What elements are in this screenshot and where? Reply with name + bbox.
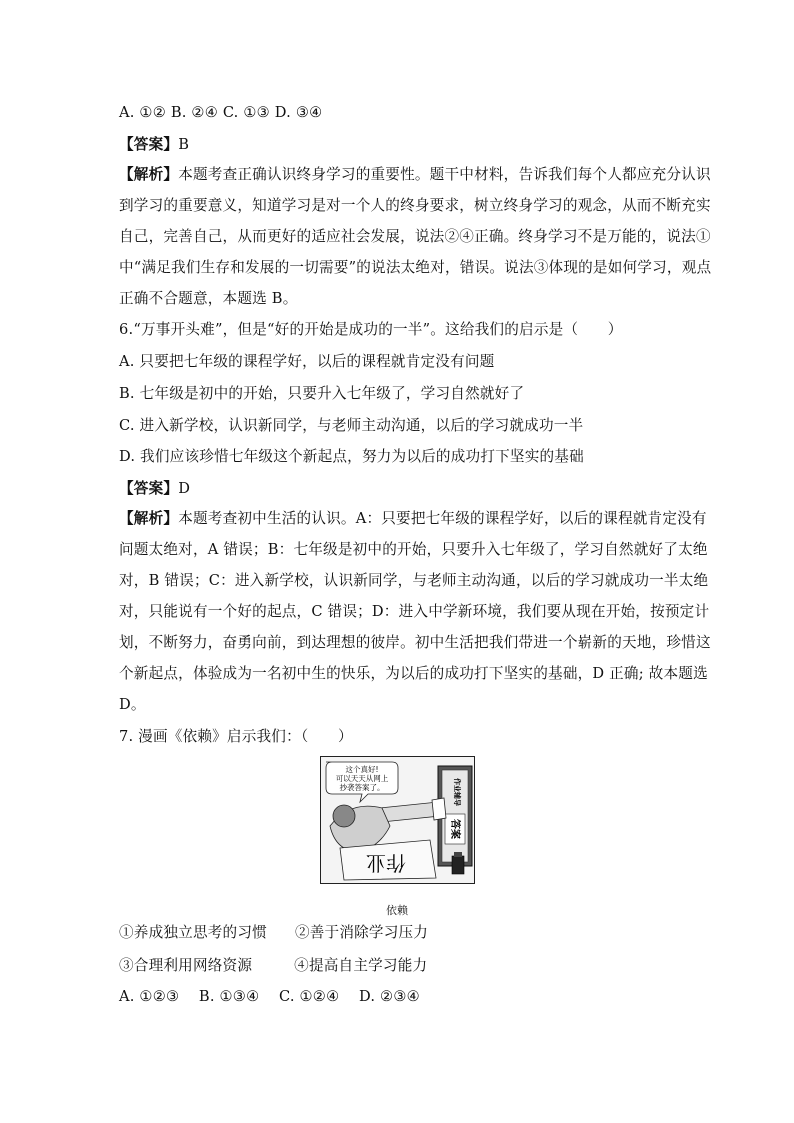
q6-analysis-line-1	[119, 509, 707, 529]
q5-analysis-line-4: 中“满足我们生存和发展的一切需要”的说法太绝对，错误。说法③体现的是如何学习，观点	[119, 259, 712, 276]
analysis-tag: 【解析】	[119, 510, 179, 527]
answer-value: D	[178, 480, 191, 497]
q5-analysis-line-1	[119, 165, 711, 185]
q5-analysis-line-5: 正确不合题意，本题选 B。	[119, 290, 298, 307]
analysis-text: 本题考查初中生活的认识。A：只要把七年级的课程学好，以后的课程就肯定没有	[178, 510, 707, 527]
q7-item-2: ②善于消除学习压力	[294, 924, 429, 941]
ink-bottle	[452, 856, 464, 874]
q6-option-d: D. 我们应该珍惜七年级这个新起点，努力为以后的成功打下坚实的基础	[119, 448, 584, 465]
analysis-text: 本题考查正确认识终身学习的重要性。题干中材料，告诉我们每个人都应充分认识	[178, 166, 711, 183]
q6-option-c: C. 进入新学校，认识新同学，与老师主动沟通，以后的学习就成功一半	[119, 417, 584, 434]
answer-tag: 【答案】	[119, 480, 179, 497]
q5-analysis-line-2: 到学习的重要意义，知道学习是对一个人的终身要求，树立终身学习的观念，从而不断充实	[119, 197, 711, 214]
hand	[432, 798, 446, 820]
cartoon-caption: 依赖	[386, 904, 408, 917]
q7-item-4: ④提高自主学习能力	[294, 957, 428, 974]
q6-answer	[119, 479, 190, 499]
speech-line-3: 抄袭答案了。	[339, 783, 385, 792]
analysis-tag: 【解析】	[119, 166, 179, 183]
cartoon-dependence	[320, 756, 475, 884]
q6-analysis-line-5: 划，不断努力，奋勇向前，到达理想的彼岸。初中生活把我们带进一个崭新的天地，珍惜这	[119, 634, 711, 651]
q7-item-3: ③合理利用网络资源	[119, 957, 253, 974]
q5-answer	[119, 135, 189, 155]
q7-items-row-1	[119, 923, 428, 943]
q7-options: A. ①②③ B. ①③④ C. ①②④ D. ②③④	[119, 988, 420, 1005]
q6-analysis-line-2: 问题太绝对，A 错误；B：七年级是初中的开始，只要升入七年级了，学习自然就好了太绝	[119, 541, 708, 558]
paper-text: 作业	[366, 851, 406, 875]
q6-analysis-line-3: 对，B 错误；C：进入新学校，认识新同学，与老师主动沟通，以后的学习就成功一半太绝	[119, 572, 709, 589]
student-head	[333, 805, 355, 827]
q6-analysis-line-7: D。	[119, 696, 146, 713]
q6-option-a: A. 只要把七年级的课程学好，以后的课程就肯定没有问题	[119, 353, 495, 370]
speech-line-1: 这个真好!	[345, 765, 379, 774]
q7-item-1: ①养成独立思考的习惯	[119, 924, 267, 941]
q6-stem: 6.“万事开头难”，但是“好的开始是成功的一半”。这给我们的启示是（ ）	[119, 321, 623, 338]
answer-label: 答案	[449, 819, 460, 839]
q6-analysis-line-4: 对，只能说有一个好的起点，C 错误；D：进入中学新环境，我们要从现在开始，按预定计	[119, 603, 710, 620]
q7-stem: 7. 漫画《依赖》启示我们：（ ）	[119, 728, 353, 745]
q6-option-b: B. 七年级是初中的开始，只要升入七年级了，学习自然就好了	[119, 385, 525, 402]
answer-value: B	[178, 136, 190, 153]
screen-title: 作业辅导	[453, 778, 461, 806]
q5-options: A. ①② B. ②④ C. ①③ D. ③④	[119, 104, 323, 121]
answer-tag: 【答案】	[119, 136, 179, 153]
q5-analysis-line-3: 自己，完善自己，从而更好的适应社会发展，说法②④正确。终身学习不是万能的，说法①	[119, 228, 711, 245]
q6-analysis-line-6: 个新起点，体验成为一名初中生的快乐，为以后的成功打下坚实的基础，D 正确; 故本题选	[119, 665, 708, 682]
q7-items-row-2	[119, 956, 427, 976]
speech-line-2: 可以天天从网上	[335, 774, 389, 783]
